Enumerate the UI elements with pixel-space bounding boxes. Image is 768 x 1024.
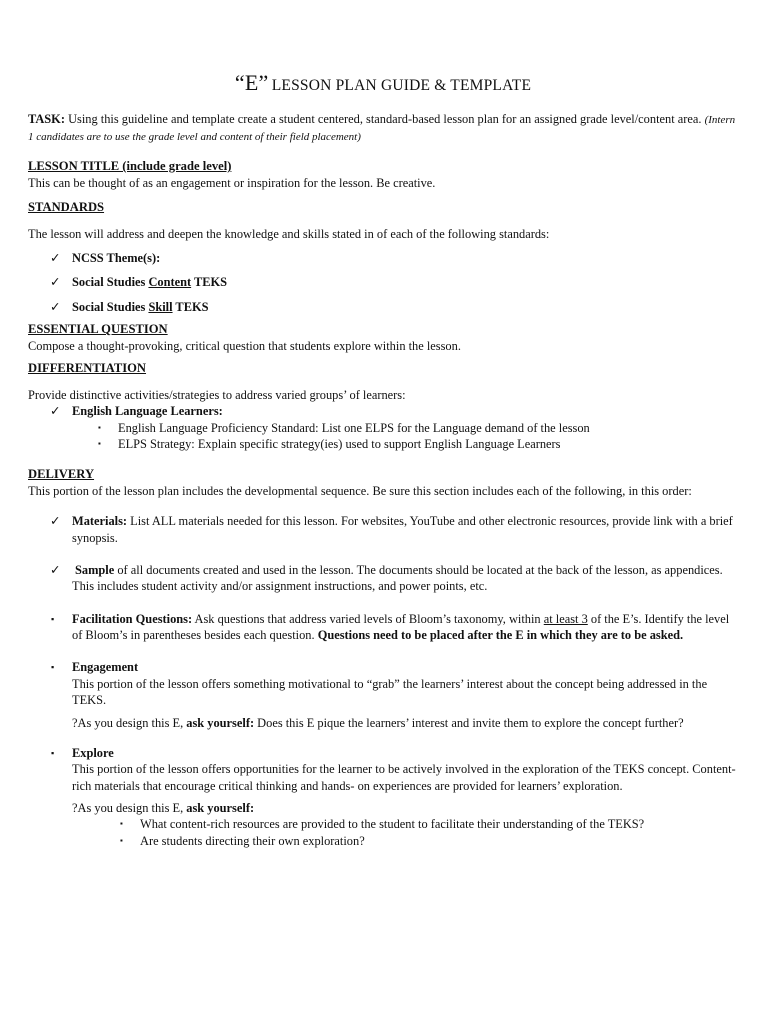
check-icon: ✓ bbox=[50, 275, 61, 290]
engagement-text: This portion of the lesson offers something motivational to “grab” the learners’ interest about the concept being addressed in the TEKS. bbox=[72, 676, 708, 708]
differentiation-list bbox=[28, 403, 738, 419]
differentiation-heading: DIFFERENTIATION bbox=[28, 361, 147, 376]
standards-intro: The lesson will address and deepen the knowledge and skills stated in of each of the following standards: bbox=[28, 226, 550, 241]
ell-subitem: ▪ ELPS Strategy: Explain specific strategy(ies) used to support English Language Learners bbox=[98, 436, 561, 451]
materials-item bbox=[28, 513, 738, 546]
standards-heading: STANDARDS bbox=[28, 200, 105, 215]
square-bullet-icon: ▪ bbox=[51, 613, 55, 624]
check-icon: ✓ bbox=[50, 562, 61, 577]
sample-text: of all documents created and used in the lesson. The documents should be located at the back of the lesson, as appendices. This includes student activity and/or assignment instructions, and power points, etc. bbox=[72, 562, 723, 594]
ell-item bbox=[28, 403, 738, 419]
explore-subitem: ▪ What content-rich resources are provided to the student to facilitate their understanding of the TEKS? bbox=[120, 817, 645, 832]
square-bullet-icon: ▪ bbox=[120, 835, 123, 845]
delivery-check-list bbox=[28, 513, 738, 595]
square-bullet-icon: ▪ bbox=[51, 747, 55, 758]
square-bullet-icon: ▪ bbox=[120, 819, 123, 829]
differentiation-intro: Provide distinctive activities/strategies to address varied groups’ of learners: bbox=[28, 387, 406, 402]
check-icon: ✓ bbox=[50, 299, 61, 314]
delivery-heading: DELIVERY bbox=[28, 467, 95, 482]
delivery-square-list bbox=[28, 611, 738, 817]
essential-question-heading: ESSENTIAL QUESTION bbox=[28, 322, 168, 337]
page-title bbox=[28, 68, 738, 97]
standards-list bbox=[28, 250, 738, 315]
standards-item: ✓ NCSS Theme(s): bbox=[50, 251, 161, 266]
task-label: TASK: bbox=[28, 112, 65, 127]
explore-label: Explore bbox=[72, 745, 114, 760]
engagement-ask: ?As you design this E, ask yourself: Does this E pique the learners’ interest and invite them to explore the concept further? bbox=[72, 715, 684, 730]
engagement-item bbox=[28, 659, 738, 731]
facilitation-item: ▪ Facilitation Questions: Ask questions that address varied levels of Bloom’s taxonomy, within at least 3 of the E’s. Identify the level of Bloom’s in parentheses besides each question. Questions need to be placed after the E in which they are to be asked. bbox=[51, 611, 730, 643]
explore-item bbox=[28, 745, 738, 817]
square-bullet-icon: ▪ bbox=[98, 422, 101, 432]
lesson-title-heading: LESSON TITLE (include grade level) bbox=[28, 159, 232, 174]
square-bullet-icon: ▪ bbox=[98, 438, 101, 448]
ell-label: English Language Learners: bbox=[72, 404, 223, 419]
explore-ask: ?As you design this E, ask yourself: bbox=[72, 801, 255, 816]
check-icon: ✓ bbox=[50, 514, 61, 529]
ell-sublist bbox=[28, 420, 738, 453]
title-text: LESSON PLAN GUIDE & TEMPLATE bbox=[271, 77, 532, 94]
sample-item bbox=[28, 562, 738, 595]
check-icon: ✓ bbox=[50, 404, 61, 419]
square-bullet-icon: ▪ bbox=[51, 662, 55, 673]
essential-question-text: Compose a thought-provoking, critical question that students explore within the lesson. bbox=[28, 338, 461, 353]
engagement-label: Engagement bbox=[72, 660, 139, 675]
question-mark-icon: ? bbox=[72, 715, 78, 730]
ell-subitem: ▪ English Language Proficiency Standard: List one ELPS for the Language demand of the lesson bbox=[98, 420, 590, 435]
explore-subitem: ▪ Are students directing their own exploration? bbox=[120, 833, 365, 848]
standards-item: ✓ Social Studies Skill TEKS bbox=[50, 299, 209, 314]
materials-label: Materials: bbox=[72, 514, 128, 529]
task-text: Using this guideline and template create a student centered, standard-based lesson plan for an assigned grade level/content area. bbox=[68, 112, 702, 127]
task-paragraph bbox=[28, 111, 738, 144]
lesson-title-text: This can be thought of as an engagement or inspiration for the lesson. Be creative. bbox=[28, 175, 436, 190]
standards-item: ✓ Social Studies Content TEKS bbox=[50, 275, 228, 290]
explore-text: This portion of the lesson offers opportunities for the learner to be actively involved in the exploration of the TEKS concept. Content-rich materials that encourage critical thinking and hands- on experiences are provided for learners’ exploration. bbox=[72, 762, 736, 793]
materials-text: List ALL materials needed for this lesson. For websites, YouTube and other electronic resources, provide link with a brief synopsis. bbox=[72, 514, 733, 545]
sample-label: Sample bbox=[75, 562, 115, 577]
question-mark-icon: ? bbox=[72, 801, 78, 816]
delivery-intro: This portion of the lesson plan includes the developmental sequence. Be sure this section includes each of the following, in this order: bbox=[28, 483, 692, 498]
explore-sublist bbox=[28, 816, 738, 849]
facilitation-label: Facilitation Questions: bbox=[72, 611, 193, 626]
title-quote: “E” bbox=[234, 70, 269, 95]
check-icon: ✓ bbox=[50, 251, 61, 266]
task-note: (Intern 1 candidates are to use the grade level and content of their field placement) bbox=[28, 114, 736, 143]
